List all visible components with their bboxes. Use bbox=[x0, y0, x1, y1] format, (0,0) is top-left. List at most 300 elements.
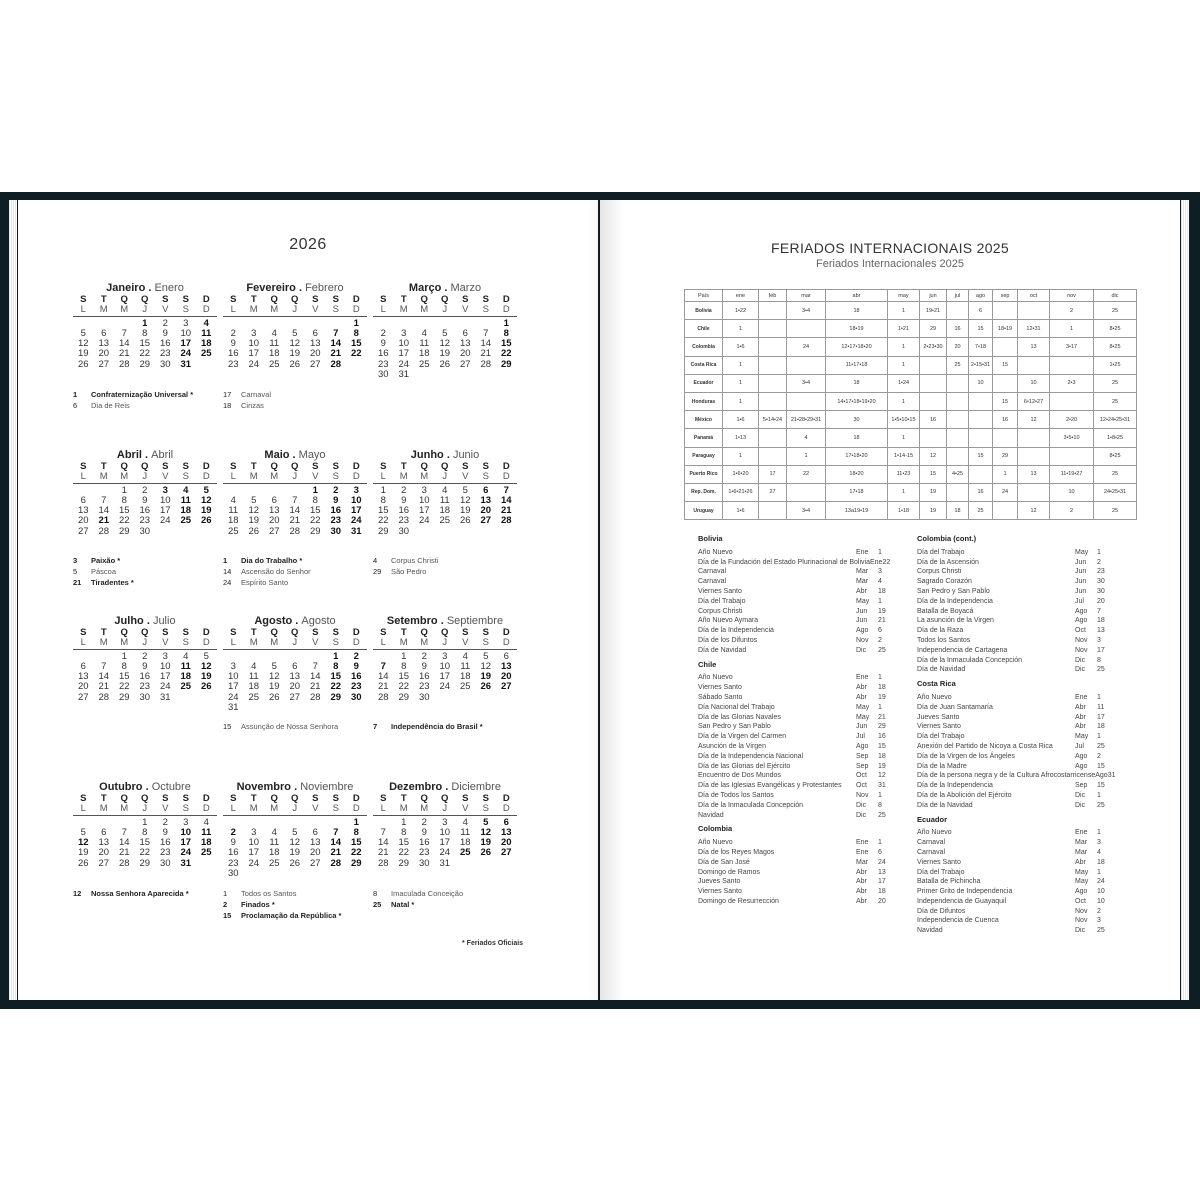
holiday-row bbox=[917, 703, 1109, 713]
holiday-month: Dic bbox=[1075, 656, 1086, 664]
day-cell: 21 bbox=[309, 681, 321, 693]
holiday-row bbox=[917, 548, 1109, 558]
holiday-row bbox=[698, 897, 890, 907]
weekday-label: S bbox=[230, 461, 237, 472]
day-cell: 4 bbox=[203, 317, 209, 329]
holiday-day: 6 bbox=[878, 848, 882, 856]
date-cell bbox=[759, 338, 787, 356]
weekday-label: L bbox=[223, 638, 244, 649]
holiday-name: Corpus Christi bbox=[917, 568, 962, 576]
weekday-label: J bbox=[135, 804, 156, 815]
day-cell: 20 bbox=[309, 847, 321, 859]
date-cell: 13a19•19 bbox=[826, 502, 888, 520]
holiday-month: May bbox=[1075, 878, 1089, 886]
holiday-row bbox=[917, 801, 1109, 811]
holiday-name: Viernes Santo bbox=[698, 587, 742, 595]
date-cell bbox=[969, 411, 993, 429]
date-cell: 24 bbox=[787, 338, 826, 356]
day-cell: 5 bbox=[80, 327, 86, 339]
month-title bbox=[373, 448, 517, 462]
month-name-pt: Julho bbox=[114, 615, 144, 627]
holiday-name: Día de la Independencia Nacional bbox=[698, 752, 804, 760]
month-holidays-list bbox=[373, 721, 543, 732]
day-cell: 27 bbox=[289, 691, 301, 703]
date-cell bbox=[993, 338, 1018, 356]
month-holidays-list bbox=[223, 555, 393, 588]
date-cell bbox=[993, 502, 1018, 520]
date-cell: 1•6•20 bbox=[723, 465, 759, 483]
day-cell: 2 bbox=[162, 816, 168, 828]
weekday-label: M bbox=[264, 305, 285, 316]
holiday-name: San Pedro y San Pablo bbox=[917, 587, 990, 595]
day-cell: 21 bbox=[500, 505, 512, 517]
holiday-name: Independencia de Cartagena bbox=[917, 646, 1008, 654]
holiday-row bbox=[917, 577, 1109, 587]
holiday-day: 18 bbox=[1097, 858, 1105, 866]
day-cell: 1 bbox=[142, 816, 148, 828]
weekday-header-es bbox=[223, 305, 367, 316]
date-cell: 12•24•25•31 bbox=[1094, 411, 1137, 429]
day-cell: 20 bbox=[459, 348, 471, 360]
holiday-item bbox=[223, 555, 393, 566]
date-cell: 12 bbox=[920, 447, 947, 465]
date-cell: 19 bbox=[920, 483, 947, 501]
day-cell bbox=[435, 693, 456, 703]
weekday-header-es bbox=[73, 305, 217, 316]
day-cell: 10 bbox=[180, 327, 192, 339]
day-cell: 28 bbox=[377, 857, 389, 869]
weekday-label: D bbox=[196, 472, 217, 483]
weekday-label: S bbox=[312, 627, 319, 638]
date-cell: 1•21 bbox=[888, 320, 920, 338]
holiday-name: Carnaval bbox=[698, 568, 727, 576]
day-cell: 10 bbox=[350, 494, 362, 506]
day-cell bbox=[496, 859, 517, 869]
month-name-pt: Novembro bbox=[236, 781, 292, 793]
day-cell: 29 bbox=[118, 525, 130, 537]
day-cell: 11 bbox=[180, 660, 191, 672]
day-grid bbox=[73, 652, 217, 703]
day-cell: 13 bbox=[309, 338, 321, 350]
holiday-name: Viernes Santo bbox=[698, 684, 742, 692]
holiday-day: 22 bbox=[882, 558, 891, 566]
day-cell: 27 bbox=[459, 358, 471, 370]
weekday-label: Q bbox=[291, 294, 299, 305]
month-name-es: Mayo bbox=[298, 449, 326, 461]
day-cell: 17 bbox=[227, 681, 239, 693]
date-cell: 4•25 bbox=[947, 465, 969, 483]
date-cell bbox=[1050, 447, 1094, 465]
separator: . bbox=[291, 781, 301, 793]
weekday-label: S bbox=[332, 294, 339, 305]
holiday-name: Día de Juan Santamaría bbox=[917, 703, 993, 711]
month-abril bbox=[73, 448, 217, 537]
holiday-month: Jul bbox=[1075, 742, 1084, 750]
date-cell: 25 bbox=[1094, 302, 1137, 320]
weekday-label: D bbox=[346, 804, 367, 815]
month-title bbox=[223, 614, 367, 628]
holiday-row bbox=[917, 887, 1109, 897]
weekday-label: D bbox=[352, 627, 360, 638]
day-cell: 24 bbox=[180, 348, 192, 360]
date-cell: 29 bbox=[993, 447, 1018, 465]
holiday-month: Abr bbox=[1075, 713, 1086, 721]
date-cell: 17•18 bbox=[826, 483, 888, 501]
weekday-label: D bbox=[352, 461, 360, 472]
day-cell: 15 bbox=[398, 671, 410, 683]
holiday-name: Día de las Glorias Navales bbox=[698, 713, 781, 721]
date-cell bbox=[993, 374, 1018, 392]
separator: . bbox=[295, 282, 306, 294]
weekday-label: M bbox=[244, 638, 265, 649]
day-cell: 30 bbox=[398, 525, 410, 537]
table-header-cell: oct bbox=[1018, 290, 1050, 302]
separator: . bbox=[289, 449, 299, 461]
date-cell bbox=[759, 502, 787, 520]
day-cell bbox=[305, 869, 326, 879]
holiday-name: Día de los Difuntos bbox=[698, 636, 758, 644]
left-page-calendar-2026 bbox=[18, 200, 598, 1000]
day-cell: 18 bbox=[268, 348, 280, 360]
weekday-label: M bbox=[414, 472, 435, 483]
day-cell: 22 bbox=[398, 847, 410, 859]
day-cell: 18 bbox=[268, 847, 280, 859]
table-row bbox=[685, 338, 1137, 356]
date-cell: 8•25 bbox=[1094, 447, 1137, 465]
day-cell: 14 bbox=[98, 505, 110, 517]
day-cell: 19 bbox=[459, 505, 471, 517]
holiday-day: 17 bbox=[878, 878, 886, 886]
weekday-label: T bbox=[400, 627, 407, 638]
holiday-day: 1 bbox=[1097, 868, 1101, 876]
date-cell: 3•4 bbox=[787, 374, 826, 392]
holiday-day: 3 bbox=[1097, 636, 1101, 644]
day-cell: 13 bbox=[500, 660, 512, 672]
day-cell bbox=[455, 859, 476, 869]
month-name-es: Septiembre bbox=[446, 615, 504, 627]
weekday-label: V bbox=[155, 472, 176, 483]
date-cell: 11•19•27 bbox=[1050, 465, 1094, 483]
day-cell: 16 bbox=[227, 847, 239, 859]
date-cell: 18 bbox=[947, 502, 969, 520]
weekday-label: D bbox=[196, 804, 217, 815]
day-cell: 15 bbox=[350, 837, 362, 849]
holiday-day: 6 bbox=[73, 401, 78, 410]
holiday-day: 25 bbox=[878, 811, 886, 819]
table-header-cell: jun bbox=[920, 290, 947, 302]
holiday-name: Independencia de Cuenca bbox=[917, 917, 999, 925]
day-cell: 23 bbox=[418, 681, 430, 693]
date-cell bbox=[759, 447, 787, 465]
holiday-row bbox=[917, 858, 1109, 868]
day-cell: 23 bbox=[350, 681, 362, 693]
day-cell: 8 bbox=[353, 826, 359, 838]
day-cell: 17 bbox=[159, 671, 171, 683]
holiday-name: Día de la Ascensión bbox=[917, 558, 979, 566]
date-cell bbox=[759, 356, 787, 374]
day-cell: 2 bbox=[380, 327, 386, 339]
date-cell: 1 bbox=[888, 302, 920, 320]
day-cell: 16 bbox=[377, 348, 389, 360]
holiday-day: 18 bbox=[878, 888, 886, 896]
date-cell: 12•31 bbox=[1018, 320, 1050, 338]
day-cell: 9 bbox=[162, 327, 168, 339]
holiday-day: 21 bbox=[878, 713, 886, 721]
weekday-label: Q bbox=[270, 627, 278, 638]
holiday-row bbox=[917, 732, 1109, 742]
date-cell: 12 bbox=[1018, 502, 1050, 520]
month-julho bbox=[73, 614, 217, 703]
holiday-month: Nov bbox=[1075, 917, 1088, 925]
holiday-item bbox=[73, 577, 243, 588]
holiday-day: 24 bbox=[878, 858, 886, 866]
weekday-label: S bbox=[182, 294, 189, 305]
holiday-row bbox=[698, 693, 890, 703]
day-cell: 12 bbox=[289, 837, 301, 849]
day-cell: 18 bbox=[459, 837, 471, 849]
separator: . bbox=[142, 781, 152, 793]
holiday-name: Día Nacional del Trabajo bbox=[698, 703, 775, 711]
holiday-day: 19 bbox=[878, 607, 886, 615]
weekday-label: S bbox=[462, 793, 469, 804]
holiday-name: Día de Navidad bbox=[917, 666, 966, 674]
day-grid bbox=[373, 652, 517, 703]
holiday-day: 2 bbox=[878, 636, 882, 644]
holiday-row bbox=[917, 907, 1109, 917]
country-cell: Rep. Dom. bbox=[685, 483, 723, 501]
date-cell bbox=[1018, 429, 1050, 447]
holiday-day: 18 bbox=[1097, 617, 1105, 625]
holiday-month: Dic bbox=[1075, 791, 1086, 799]
weekday-label: S bbox=[230, 793, 237, 804]
holiday-month: Ago bbox=[856, 742, 869, 750]
holiday-name: Día de la Independencia bbox=[917, 597, 993, 605]
day-cell: 7 bbox=[333, 826, 339, 838]
holiday-month: Ene bbox=[856, 839, 869, 847]
country-cell: Ecuador bbox=[685, 374, 723, 392]
day-cell: 1 bbox=[503, 317, 509, 329]
holiday-name: Día de la Fundación del Estado Plurinacional de Bolivia bbox=[698, 558, 870, 566]
month-title bbox=[223, 281, 367, 295]
day-cell: 30 bbox=[350, 691, 362, 703]
day-cell: 18 bbox=[248, 681, 260, 693]
date-cell bbox=[947, 411, 969, 429]
holiday-month: Dic bbox=[856, 801, 867, 809]
day-cell: 13 bbox=[289, 671, 301, 683]
day-cell: 24 bbox=[439, 681, 451, 693]
day-cell: 3 bbox=[442, 816, 448, 828]
day-cell: 16 bbox=[159, 837, 171, 849]
country-cell: Honduras bbox=[685, 392, 723, 410]
holiday-day: 10 bbox=[1097, 888, 1105, 896]
day-cell: 10 bbox=[159, 660, 171, 672]
holiday-row bbox=[698, 626, 890, 636]
day-cell: 6 bbox=[101, 327, 107, 339]
day-cell: 10 bbox=[180, 826, 192, 838]
date-cell: 15 bbox=[920, 465, 947, 483]
weekday-label: S bbox=[326, 305, 347, 316]
day-cell bbox=[496, 527, 517, 537]
holiday-day: 4 bbox=[373, 556, 378, 565]
day-cell: 22 bbox=[350, 348, 362, 360]
day-cell: 6 bbox=[312, 327, 318, 339]
day-cell: 1 bbox=[353, 816, 359, 828]
holiday-item bbox=[73, 400, 243, 411]
day-cell: 4 bbox=[183, 484, 189, 496]
day-cell: 21 bbox=[118, 348, 130, 360]
day-cell: 4 bbox=[462, 816, 468, 828]
month-name-es: Junio bbox=[452, 449, 480, 461]
day-cell: 25 bbox=[268, 358, 280, 370]
day-cell: 27 bbox=[98, 358, 110, 370]
day-cell: 25 bbox=[459, 847, 471, 859]
holiday-month: Abr bbox=[856, 888, 867, 896]
country-heading: Colombia bbox=[698, 824, 733, 834]
weekday-label: Q bbox=[141, 793, 149, 804]
holiday-name: San Pedro y San Pablo bbox=[698, 723, 771, 731]
holiday-name: Viernes Santo bbox=[917, 858, 961, 866]
day-cell: 22 bbox=[139, 847, 151, 859]
holiday-name: Independencia de Guayaquil bbox=[917, 897, 1007, 905]
holiday-month: Abr bbox=[1075, 723, 1086, 731]
day-cell: 21 bbox=[377, 847, 389, 859]
day-cell: 4 bbox=[230, 494, 236, 506]
holiday-name: Viernes Santo bbox=[917, 723, 961, 731]
holiday-name: Carnaval bbox=[917, 839, 946, 847]
holiday-month: Oct bbox=[1075, 897, 1086, 905]
day-cell: 19 bbox=[77, 847, 89, 859]
day-cell: 5 bbox=[462, 484, 468, 496]
month-dezembro bbox=[373, 780, 517, 869]
date-cell bbox=[759, 374, 787, 392]
day-cell: 17 bbox=[180, 338, 192, 350]
holiday-item bbox=[223, 577, 393, 588]
day-cell: 22 bbox=[398, 681, 410, 693]
holiday-month: Jul bbox=[856, 733, 865, 741]
right-page-international-holidays bbox=[600, 200, 1180, 1000]
weekday-label: D bbox=[202, 294, 210, 305]
weekday-label: V bbox=[305, 305, 326, 316]
day-cell: 12 bbox=[200, 660, 212, 672]
day-cell: 5 bbox=[251, 494, 257, 506]
weekday-label: M bbox=[394, 804, 415, 815]
day-cell: 5 bbox=[271, 660, 277, 672]
day-cell: 20 bbox=[480, 505, 492, 517]
holiday-name: Día de la Virgen de los Ángeles bbox=[917, 752, 1015, 760]
weekday-label: V bbox=[455, 305, 476, 316]
holiday-item bbox=[373, 721, 543, 732]
day-cell: 15 bbox=[500, 338, 512, 350]
weekday-label: L bbox=[223, 472, 244, 483]
holiday-row bbox=[698, 607, 890, 617]
holiday-name: Jueves Santo bbox=[698, 878, 741, 886]
holiday-month: Ago bbox=[1075, 752, 1088, 760]
day-cell: 3 bbox=[162, 650, 168, 662]
day-cell: 5 bbox=[292, 327, 298, 339]
weekday-label: S bbox=[462, 627, 469, 638]
month-name-pt: Outubro bbox=[99, 781, 143, 793]
date-cell: 1•13 bbox=[723, 429, 759, 447]
month-name-es: Octubre bbox=[151, 781, 191, 793]
day-cell: 11 bbox=[228, 505, 239, 517]
table-header-cell: dic bbox=[1094, 290, 1137, 302]
holiday-day: 5 bbox=[73, 567, 78, 576]
weekday-label: M bbox=[244, 472, 265, 483]
weekday-label: D bbox=[496, 305, 517, 316]
day-cell: 31 bbox=[439, 857, 451, 869]
day-cell: 19 bbox=[480, 671, 492, 683]
holiday-day: 14 bbox=[223, 567, 232, 576]
month-holidays-list bbox=[223, 888, 393, 921]
day-cell: 29 bbox=[377, 525, 389, 537]
day-cell: 23 bbox=[377, 358, 389, 370]
weekday-label: V bbox=[455, 804, 476, 815]
day-cell: 20 bbox=[289, 681, 301, 693]
date-cell: 27 bbox=[759, 483, 787, 501]
holiday-name: Finados * bbox=[241, 900, 275, 909]
date-cell: 1•24 bbox=[888, 374, 920, 392]
weekday-label: S bbox=[176, 305, 197, 316]
date-cell: 3•5•10 bbox=[1050, 429, 1094, 447]
weekday-label: M bbox=[414, 804, 435, 815]
day-cell bbox=[196, 360, 217, 370]
day-cell bbox=[455, 693, 476, 703]
date-cell bbox=[920, 374, 947, 392]
date-cell: 24 bbox=[993, 483, 1018, 501]
day-cell: 20 bbox=[77, 515, 89, 527]
holiday-name: Proclamação da República * bbox=[241, 911, 342, 920]
holiday-name: Todos los Santos bbox=[917, 636, 971, 644]
day-grid bbox=[73, 319, 217, 370]
holiday-item bbox=[73, 555, 243, 566]
holiday-day: 8 bbox=[373, 889, 378, 898]
day-cell: 12 bbox=[439, 338, 451, 350]
day-cell: 28 bbox=[330, 358, 342, 370]
weekday-label: Q bbox=[291, 793, 299, 804]
holiday-item bbox=[373, 555, 543, 566]
holiday-name: Corpus Christi bbox=[391, 556, 439, 565]
day-cell: 23 bbox=[159, 847, 171, 859]
weekday-header-es bbox=[373, 305, 517, 316]
date-cell bbox=[787, 483, 826, 501]
date-cell bbox=[1018, 447, 1050, 465]
weekday-label: D bbox=[352, 793, 360, 804]
weekday-label: M bbox=[114, 804, 135, 815]
holiday-day: 17 bbox=[223, 390, 232, 399]
holiday-month: May bbox=[856, 713, 870, 721]
weekday-label: J bbox=[435, 804, 456, 815]
day-cell: 23 bbox=[159, 348, 171, 360]
holiday-row bbox=[698, 838, 890, 848]
day-cell: 3 bbox=[183, 816, 189, 828]
day-cell: 27 bbox=[480, 515, 492, 527]
date-cell: 1•25 bbox=[1094, 356, 1137, 374]
day-cell: 27 bbox=[77, 691, 89, 703]
holiday-name: Día de las Iglesias Evangélicas y Protestantes bbox=[698, 782, 842, 790]
weekday-label: S bbox=[462, 461, 469, 472]
date-cell bbox=[787, 356, 826, 374]
holiday-name: Carnaval bbox=[698, 578, 727, 586]
table-header-cell: nov bbox=[1050, 290, 1094, 302]
day-cell: 7 bbox=[380, 660, 386, 672]
holiday-name: Día del Trabajo bbox=[698, 597, 746, 605]
day-cell: 26 bbox=[248, 525, 260, 537]
holiday-row bbox=[917, 616, 1109, 626]
day-cell: 1 bbox=[142, 317, 148, 329]
date-cell: 19 bbox=[920, 502, 947, 520]
day-cell bbox=[305, 703, 326, 713]
holiday-name: Domingo de Ramos bbox=[698, 868, 760, 876]
